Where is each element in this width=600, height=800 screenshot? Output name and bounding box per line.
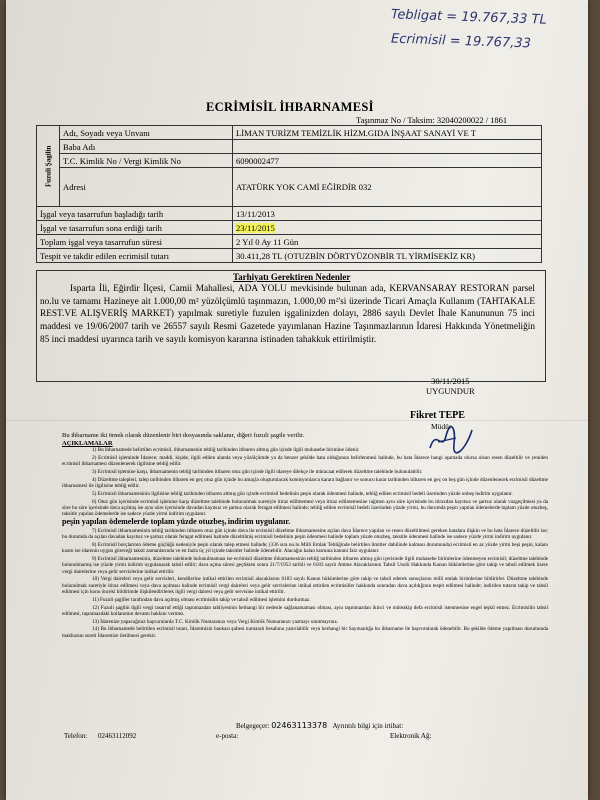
ecrimisil-amount-value: 30.411,28 TL (OTUZBİN DÖRTYÜZONBİR TL YİRMİSEKİZ KR) bbox=[233, 249, 542, 263]
handwritten-note-ecrimisil: Ecrimisil = 19.767,33 bbox=[390, 31, 532, 52]
telefon-value: 02463112092 bbox=[98, 732, 137, 740]
isgal-duration-value: 2 Yıl 0 Ay 11 Gün bbox=[233, 235, 542, 249]
footer-fax-line bbox=[236, 721, 403, 730]
tarhiyat-title: Tarhiyatı Gerektiren Nedenler bbox=[233, 272, 351, 282]
isgal-start-value: 13/11/2013 bbox=[233, 207, 542, 221]
explanation-item: 5) Ecrimisil ihbarnamesinin ilgilisine tebliğ tarihinden itibaren altmış gün içinde ecrimisil bedelinin peşin olarak ödenmesi halinde, tebliğ edilen ecrimisil bedeli üzerinden yüzde onbeş indirim uygulanır. bbox=[92, 490, 513, 497]
telefon-label: Telefon: bbox=[64, 732, 88, 740]
explanation-item: 8) Ecrimisil borçlarının ödeme güçlüğü nedeniyle peşin olarak talep etmesi halinde; (336 sıra no.lu Milli Emlak Tebliğinde belirtilen limitler dahilinde kalması durumunda) ecrimisil en az yüzde yirmi beşi peşin, kalanı kısmı ise idarenin uygun göreceği taksit zamanlarında ve en fazla üç yıl içinde taksitler halinde ödenebilir. Alacağın kalan kısmına kanuni faiz uygulanır. bbox=[62, 541, 548, 555]
isgal-end-value bbox=[233, 221, 542, 235]
signatory-name: Fikret TEPE bbox=[410, 410, 465, 421]
aciklamalar-heading: AÇIKLAMALAR bbox=[62, 440, 113, 447]
isgal-start-label: İşgal veya tasarrufun başladığı tarih bbox=[37, 207, 233, 221]
fuzuli-side-label: Fuzuli Şagilin bbox=[37, 126, 60, 207]
explanation-item: 4) Düzeltme talepleri, talep tarihinden itibaren en geç otuz gün içinde bu amaçla oluşturulacak komisyonlarca karara bağlanır ve sonucu karar tarihinden itibaren en geç on beş gün içinde düzenlenecek ecrimisil düzeltme ihbarnamesi ile ilgilisine tebliğ edilir. bbox=[62, 476, 548, 489]
intro-note: Bu ihbarname iki örnek olarak düzenlenir biri dosyasında saklanır, diğeri fuzuli şagile verilir. bbox=[62, 432, 305, 439]
fuzuli-tc-value: 6090002477 bbox=[233, 154, 542, 168]
fuzuli-adres-value: ATATÜRK YOK CAMİ EĞİRDİR 032 bbox=[233, 168, 542, 207]
stamp-date: 30/11/2015 bbox=[431, 376, 470, 386]
explanations-list bbox=[62, 447, 548, 641]
isgal-end-highlight: 23/11/2015 bbox=[236, 222, 275, 233]
explanation-item: 6) Otuz gün içerisinde ecrimisil işlemine karşı düzeltme talebinde bulunulmak suretiyle itiraz edilmemesi veya itiraz edilmemesine rağmen aynı süre içerisinde bu itirazdan kayıtsız ve şartsız olarak vazgeçilmesi ya da süre bu süre içerisinde dava açılmış ise aynı süre içerisinde davadan kayıtsız ve şartsız olarak feragat edilmesi halinde; tebliğ edilen ecrimisil bedeli üzerinden yüzde yirmi, bu durumda peşin yapılan ödemelerde toplam yüzde otuzbeş, taksitle yapılan ödemelerde ise sadece yüzde yirmi indirim uygulanır. bbox=[62, 498, 548, 518]
explanation-emphasis bbox=[62, 516, 548, 526]
explanation-item: 3) Ecrimisil işlemine karşı, ihbarnamenin tebliğ tarihinden itibaren otuz gün içinde ilgili idareye dilekçe ile müracaat edilerek düzeltme talebinde bulunulabilir. bbox=[92, 468, 423, 475]
stamp-uygun: UYGUNDUR bbox=[426, 386, 475, 396]
fuzuli-name-label: Adı, Soyadı veya Unvanı bbox=[60, 126, 233, 140]
uygundur-stamp bbox=[426, 376, 475, 396]
paper-fold bbox=[6, 420, 588, 421]
explanation-item: 12) Fuzuli şagilin ilgili vergi tasarruf ettiği taşınmazdan tahliyesinin herhangi bir nedenle sağlanamaması olması, aynı taşınmazdan ikinci ve müteakip defa ecrimisil istenmesine engel teşkil etmez. Ecrimisilin tahsil edilmesi, taşınmazdaki kullanımın devamı hakkını vermez. bbox=[62, 604, 548, 617]
emphasis-indirim: indirim uygulanır. bbox=[227, 516, 291, 526]
explanation-item: 2) Ecrimisil işleminde İdarece; maddi, kişide, ilgili edilen alanda veya yüzölçümde ya da benzer şekilde hata olduğunun belirlenmesi halinde, bu hata İdarece hangi aşamada olursa olsun resen düzeltilir ve yeniden ecrimisil ihbarnamesi düzenlenerek ilgilisine tebliğ edilir. bbox=[62, 454, 548, 468]
explanation-item: 13) İdarenize yapacağınız başvurularda T.C. Kimlik Numaranızı veya Vergi Kimlik Numaranızı yazmayı unutmayınız. bbox=[92, 618, 339, 625]
fuzuli-tc-label: T.C. Kimlik No / Vergi Kimlik No bbox=[60, 154, 233, 168]
explanation-item: 10) Vergi daireleri veya gelir servisleri, kendilerine intikal ettirilen ecrimisil alacaklarını 6183 sayılı Kanun hükümlerine göre takip ve tahsil ederek sonuçlarını milli emlak birimlerine bildirirler. Düzeltme talebinde bulunulmak suretiyle itiraz edilmesi veya dava açılması halinde ecrimisil vergi daireleri veya gelir servislerine intikal ettirilen ecrimisiller hakkında sonradan dava açıldığının tespit edilmesi halinde; indirilen tutarın takip ve tahsil edilmesi için konu önceki bildirimde ilişkilendirilerek ilgili vergi dairesi veya gelir servisine intikal ettirilir. bbox=[62, 576, 548, 595]
emphasis-discount: peşin yapılan ödemelerde toplam yüzde otuzbeş, bbox=[62, 516, 227, 526]
handwritten-note-tebligat: Tebligat = 19.767,33 TL bbox=[390, 7, 547, 28]
document-title: ECRİMİSİL İHBARNAMESİ bbox=[206, 100, 374, 114]
explanation-item: 11) Fuzuli şagiller tarafından dava açılmış olması ecrimisilin takip ve tahsil edilmesi işlemini durdurmaz. bbox=[92, 596, 311, 603]
fuzuli-name-value: LİMAN TURİZM TEMİZLİK HİZM.GIDA İNŞAAT SANAYİ VE T bbox=[233, 126, 542, 140]
fuzuli-baba-value bbox=[233, 140, 542, 154]
explanation-item: 7) Ecrimisil ihbarnamesinin tebliğ tarihinden itibaren otuz gün içinde dava ile ecrimisil düzeltme ihbarnamesine açılan dava İdarece yapılan ve resen düzeltilmesi gereken hatalara ilişkin ve bu hata İdarece düzeltilir ise; bu durumda da açılan davadan kayıtsız ve şartsız olarak feragat edilmesi halinde düzeltilmiş ecrimisil bedelinin peşin ödenmesi halinde toplam yüzde otuzbeş, taksitle ödenmesi halinde ise sadece yüzde yirmi indirim uygulanır. bbox=[62, 527, 548, 541]
tasinmaz-value: 32040200022 / 1861 bbox=[436, 115, 508, 125]
signatory-title: Müdür bbox=[431, 422, 452, 431]
ecrimisil-amount-label: Tespit ve takdir edilen ecrimisil tutarı bbox=[37, 249, 233, 263]
ayrintili-label: Ayrıntılı bilgi için irtibat: bbox=[332, 722, 404, 730]
belgegecer-label: Belgegeçer: bbox=[236, 722, 270, 730]
tarhiyat-text: Isparta İli, Eğirdir İlçesi, Camii Mahallesi, ADA YOLU mevkisinde bulunan ada, KERVANSARAY RESTORAN parsel no.lu ve tamamı Hazineye ait 1.000,00 m² yüzölçümlü taşınmazın, 1.000,00 m²'si üzerinde Ticari Amaçla Kullanım (TAHTAKALE REST.VE ALIŞVERİŞ MARKET) yapılmak suretiyle fuzulen işgalinizden dolayı, 2886 sayılı Devlet İhale Kanununun 75 inci maddesi ve 19/06/2007 tarih ve 26557 sayılı Resmi Gazetede yayımlanan Hazine Taşınmazlarının İdaresi Hakkında Yönetmeliğin 85 inci maddesi uyarınca tarih ve sayılı komisyon kararına istinaden tahakkuk ettirilmiştir. bbox=[40, 284, 535, 345]
fuzuli-adres-label: Adresi bbox=[60, 168, 233, 207]
document-page bbox=[6, 0, 588, 800]
tasinmaz-label: Taşınmaz No / Taksim: bbox=[356, 115, 435, 125]
explanation-item: 1) Bu ihbarnamede belirtilen ecrimisil, ihbarnamenin tebliğ tarihinden itibaren altmış gün içinde ilgili muhasebe birimine ödenir. bbox=[92, 447, 360, 453]
tasinmaz-no bbox=[356, 115, 507, 125]
elektronik-ag-label: Elektronik Ağ: bbox=[390, 732, 432, 740]
info-table bbox=[36, 125, 542, 263]
fuzuli-baba-label: Baba Adı bbox=[60, 140, 233, 154]
isgal-duration-label: Toplam işgal veya tasarrufun süresi bbox=[37, 235, 233, 249]
explanation-item: 9) Ecrimisil ihbarnamesinin, düzeltme talebinde bulunulmaması ise ecrimisil düzeltme ihbarnamesinin tebliğ tarihinden itibaren altmış gün içerisinde ilgili muhasebe birimlerine ödenmeyen ecrimisil; düzeltme talebinde bulunulmamış ise yüzde yirmi indirim uygulanarak tahsil edilir; dava açma süresi geçtikten sonra 21/7/1953 tarihli ve 6183 sayılı Amme Alacaklarının Tahsil Usulü Hakkında Kanun hükümlerine göre takip ve tahsil edilmek üzere vergi dairelerine veya gelir servislerine intikal ettirilir. bbox=[62, 555, 548, 575]
belgegecer-value: 02463113378 bbox=[271, 721, 328, 730]
eposta-label: e-posta: bbox=[216, 732, 239, 740]
explanation-item: 14) Bu ihbarnamede belirtilen ecrimisil tutarı, İdaremizin bankası şubesi numaralı hesabına yatırılabilir veya herhangi bir Saymanlığa bu ihbarname ile başvurularak ödenebilir. Bu şekilde ödeme yapılması durumunda makbuzun sureti İdaremize iletilmesi gerekir. bbox=[62, 626, 548, 639]
isgal-end-label: İşgal ve tasarrufun sona erdiği tarih bbox=[37, 221, 233, 235]
